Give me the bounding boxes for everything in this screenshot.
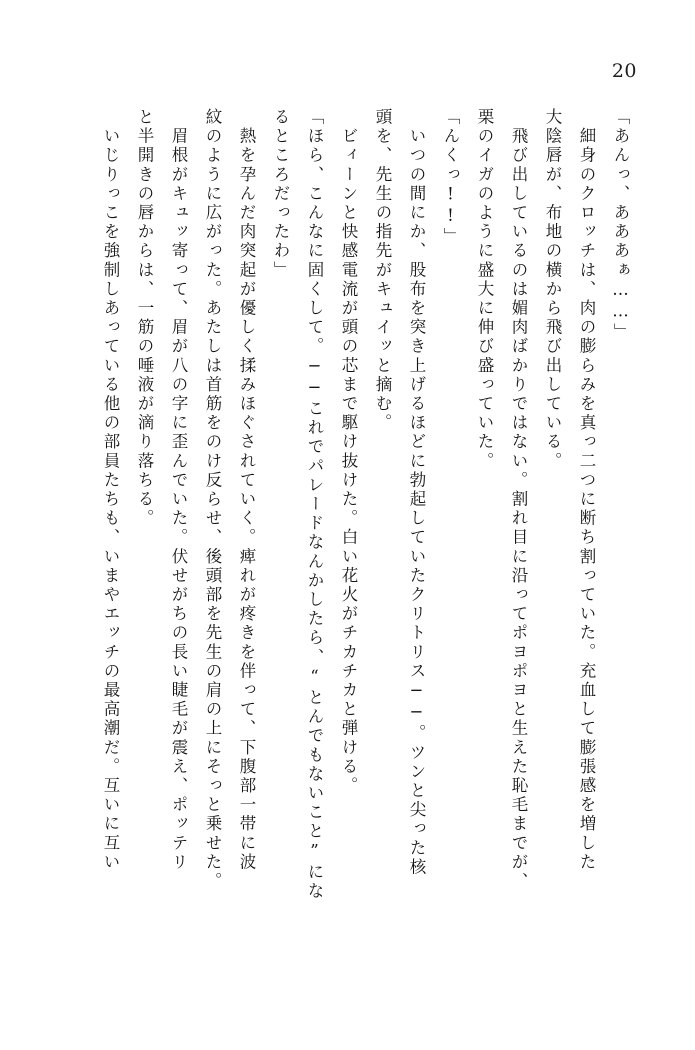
vertical-text-body (52, 108, 637, 1010)
text-line: 眉根がキュッ寄って、眉が八の字に歪んでいた。伏せがちの長い睫毛が震え、ポッテリ (169, 108, 188, 872)
text-line: ビィーンと快感電流が頭の芯まで駆け抜けた。白い花火がチカチカと弾ける。 (339, 108, 358, 796)
text-line: と半開きの唇からは、一筋の唾液が滴り落ちる。 (135, 108, 154, 529)
text-line: るところだったわ」 (271, 108, 290, 280)
text-line: 「ほら、こんなに固くして。──これでパレードなんかしたら、“とんでもないこと”にな (305, 108, 324, 902)
text-line: 「んくっ!!」 (441, 108, 460, 247)
text-line: いじりっこを強制しあっている他の部員たちも、いまやエッチの最高潮だ。互いに互い (101, 108, 120, 872)
text-line: いつの間にか、股布を突き上げるほどに勃起していたクリトリス──。ツンと尖った核 (407, 108, 426, 877)
page-number: 20 (611, 60, 637, 82)
text-line: 「あんっ、あああぁ……」 (611, 108, 630, 343)
text-line: 細身のクロッチは、肉の膨らみを真っ二つに断ち割っていた。充血して膨張感を増した (577, 108, 596, 872)
text-line: 飛び出しているのは媚肉ばかりではない。割れ目に沿ってポヨポヨと生えた恥毛までが、 (509, 108, 528, 892)
text-line: 大陰唇が、布地の横から飛び出している。 (543, 108, 562, 471)
text-line: 栗のイガのように盛大に伸び盛っていた。 (475, 108, 494, 471)
text-line: 頭を、先生の指先がキュイッと摘む。 (373, 108, 392, 433)
text-line: 紋のように広がった。あたしは首筋をのけ反らせ、後頭部を先生の肩の上にそっと乗せた。 (203, 108, 222, 892)
text-line: 熱を孕んだ肉突起が優しく揉みほぐされていく。痺れが疼きを伴って、下腹部一帯に波 (237, 108, 256, 872)
